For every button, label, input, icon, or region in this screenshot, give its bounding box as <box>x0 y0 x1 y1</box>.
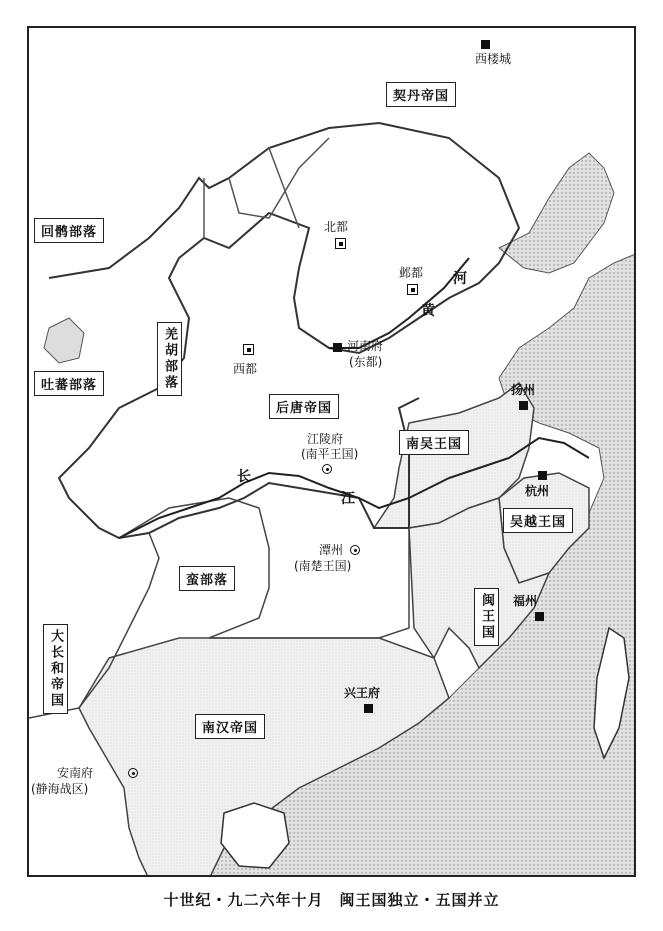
capital-marker <box>538 471 547 480</box>
place-fuzhou: 福州 <box>513 594 538 608</box>
capital-marker <box>519 401 528 410</box>
capital-marker <box>333 343 342 352</box>
capital-marker <box>481 40 490 49</box>
river-label-huang: 黄 <box>421 303 435 319</box>
region-qiang: 羌胡部落 <box>157 322 182 396</box>
region-khitan: 契丹帝国 <box>386 82 456 107</box>
place-xingwangfu: 兴王府 <box>344 686 381 700</box>
city-marker <box>128 768 138 778</box>
place-tanzhou: 潭州 <box>319 543 344 557</box>
sea-bohai <box>499 153 614 273</box>
region-southern-wu: 南吴王国 <box>399 430 469 455</box>
place-nanchu: (南楚王国) <box>294 559 352 573</box>
place-xidu: 西都 <box>233 362 258 376</box>
map-caption: 十世纪・九二六年十月 闽王国独立・五国并立 <box>163 891 500 909</box>
map-frame <box>27 26 636 877</box>
region-later-tang: 后唐帝国 <box>269 394 339 419</box>
region-wuyue: 吴越王国 <box>503 508 573 533</box>
place-yedu: 邺都 <box>399 266 424 280</box>
place-henanfu: 河南府 <box>347 339 384 353</box>
place-xiloucheng: 西楼城 <box>475 52 512 66</box>
border-chu <box>119 498 409 638</box>
capital-marker <box>407 284 418 295</box>
place-annanfu: 安南府 <box>57 766 94 780</box>
city-marker <box>350 545 360 555</box>
capital-marker <box>364 704 373 713</box>
region-uighur: 回鹘部落 <box>34 218 104 243</box>
city-marker <box>322 464 332 474</box>
place-hangzhou: 杭州 <box>525 484 550 498</box>
capital-marker <box>243 344 254 355</box>
region-min: 闽王国 <box>474 588 499 646</box>
place-jinghai: (静海战区) <box>31 782 89 796</box>
region-dachanghe: 大长和帝国 <box>43 624 68 714</box>
border-khitan-north <box>204 138 329 238</box>
place-dongdu: (东都) <box>349 355 383 369</box>
capital-marker <box>535 612 544 621</box>
place-yangzhou: 扬州 <box>511 383 536 397</box>
river-label-chang: 长 <box>237 469 251 485</box>
place-beidu: 北都 <box>324 220 349 234</box>
region-southern-han: 南汉帝国 <box>195 714 265 739</box>
river-label-he: 河 <box>453 271 467 287</box>
region-man: 蛮部落 <box>179 566 235 591</box>
river-label-jiang: 江 <box>341 491 355 507</box>
place-jianglingfu: 江陵府 <box>307 432 344 446</box>
place-nanping: (南平王国) <box>301 447 359 461</box>
lake <box>44 318 84 363</box>
region-tibet: 吐蕃部落 <box>34 371 104 396</box>
capital-marker <box>335 238 346 249</box>
